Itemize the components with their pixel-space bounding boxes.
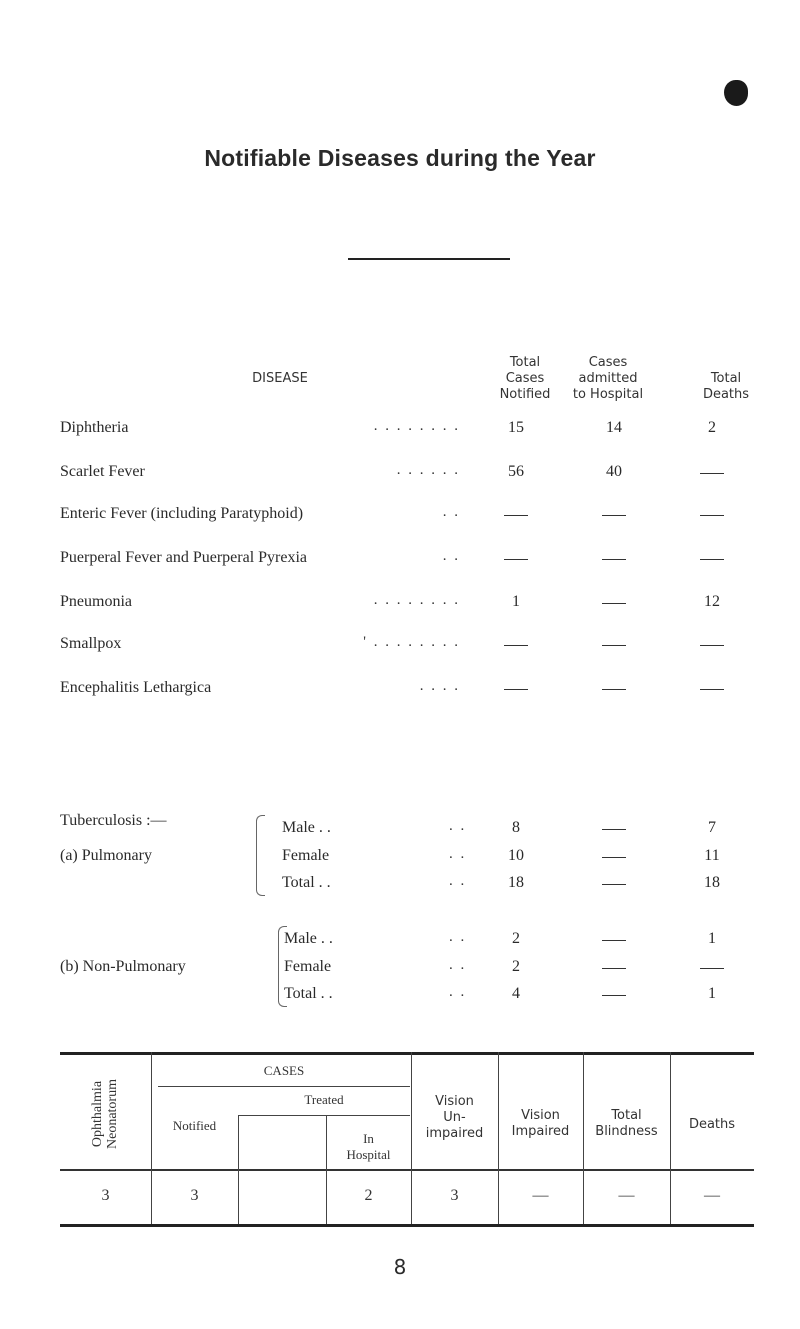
hospital-value: 14 xyxy=(606,419,622,436)
leader-dots: . . xyxy=(442,504,460,520)
header-text: to Hospital xyxy=(572,387,644,402)
leader-dots: . . xyxy=(449,929,467,945)
leader-dots: . . . . xyxy=(419,678,460,694)
deaths-value: — xyxy=(704,1187,720,1204)
hospital-value-dash xyxy=(602,968,626,969)
table-top-rule xyxy=(60,1052,754,1055)
notified-value: 10 xyxy=(508,847,524,864)
deaths-value: 1 xyxy=(708,985,716,1002)
header-admitted-hospital xyxy=(553,355,663,403)
unimpaired-value: 3 xyxy=(450,1187,459,1204)
in-hospital-header xyxy=(326,1131,411,1163)
leader-dots: . . xyxy=(449,984,467,1000)
notified-value-dash xyxy=(504,689,528,690)
hospital-value-dash xyxy=(602,689,626,690)
leader-dots: . . . . . . . . xyxy=(373,592,460,608)
leader-dots: . . xyxy=(449,957,467,973)
hospital-value-dash xyxy=(602,995,626,996)
notified-value-dash xyxy=(504,559,528,560)
blindness-value: — xyxy=(618,1187,635,1204)
header-total-deaths xyxy=(676,371,776,403)
ophthalmia-value: 3 xyxy=(101,1187,110,1204)
hospital-value-dash xyxy=(602,603,626,604)
cases-header: CASES xyxy=(263,1063,305,1078)
header-text: Total xyxy=(611,1108,642,1123)
notified-value: 2 xyxy=(512,958,520,975)
in-hospital-value: 2 xyxy=(364,1187,373,1204)
header-text: Cases xyxy=(588,355,628,370)
vision-impaired-header xyxy=(498,1108,583,1140)
notified-value: 18 xyxy=(508,874,524,891)
sex-label: Male . . xyxy=(284,930,333,947)
notified-value: 15 xyxy=(508,419,524,436)
ink-blot xyxy=(724,80,748,106)
sex-label: Female xyxy=(282,847,330,864)
page-title: Notifiable Diseases during the Year xyxy=(204,145,596,171)
header-text: Impaired xyxy=(511,1124,570,1139)
sex-label: Female xyxy=(284,958,332,975)
leader-dots: . . xyxy=(449,818,467,834)
disease-name: Enteric Fever (including Paratyphoid) xyxy=(60,505,304,522)
deaths-value: 11 xyxy=(704,847,720,864)
header-text: Blindness xyxy=(595,1124,658,1139)
ophthalmia-label: Ophthalmia Neonatorum xyxy=(90,1079,120,1149)
leader-dots: . . xyxy=(449,846,467,862)
notified-value: 3 xyxy=(190,1187,199,1204)
disease-name: Encephalitis Lethargica xyxy=(60,679,212,696)
impaired-value: — xyxy=(532,1187,549,1204)
notified-value: 1 xyxy=(512,593,520,610)
header-text: admitted xyxy=(578,371,638,386)
notified-header: Notified xyxy=(172,1118,217,1133)
disease-name: Puerperal Fever and Puerperal Pyrexia xyxy=(60,549,308,566)
hospital-value-dash xyxy=(602,645,626,646)
deaths-value: 12 xyxy=(704,593,720,610)
disease-name: Scarlet Fever xyxy=(60,463,145,480)
total-blindness-header xyxy=(583,1108,670,1140)
notified-value: 56 xyxy=(508,463,524,480)
table-bottom-rule xyxy=(60,1224,754,1227)
leader-dots: . . . . . . xyxy=(396,462,460,478)
disease-name: Diphtheria xyxy=(60,419,129,436)
group-label: (a) Pulmonary xyxy=(60,847,152,864)
leader-dots: ' . . . . . . . . xyxy=(363,634,460,650)
header-text: Total xyxy=(509,355,541,370)
notified-value: 8 xyxy=(512,819,520,836)
sex-label: Total . . xyxy=(282,874,331,891)
notified-value: 4 xyxy=(512,985,520,1002)
group-label: (b) Non-Pulmonary xyxy=(60,958,186,975)
hospital-value-dash xyxy=(602,515,626,516)
table-rule xyxy=(238,1115,410,1116)
table-rule xyxy=(158,1086,410,1087)
hospital-value-dash xyxy=(602,857,626,858)
tuberculosis-heading: Tuberculosis :— xyxy=(60,812,167,829)
deaths-value: 18 xyxy=(704,874,720,891)
header-text: In xyxy=(363,1131,374,1146)
deaths-header: Deaths xyxy=(688,1117,736,1132)
notified-value: 2 xyxy=(512,930,520,947)
header-text: Cases xyxy=(505,371,545,386)
hospital-value-dash xyxy=(602,559,626,560)
deaths-value-dash xyxy=(700,473,724,474)
deaths-value: 1 xyxy=(708,930,716,947)
leader-dots: . . . . . . . . xyxy=(373,418,460,434)
hospital-value-dash xyxy=(602,884,626,885)
header-text: Hospital xyxy=(346,1147,391,1162)
notified-value-dash xyxy=(504,515,528,516)
vision-unimpaired-header xyxy=(411,1094,498,1142)
header-text: Vision xyxy=(521,1108,560,1123)
header-text: impaired xyxy=(425,1126,484,1141)
sex-label: Total . . xyxy=(284,985,333,1002)
header-text: Total xyxy=(710,371,742,386)
leader-dots: . . xyxy=(442,548,460,564)
disease-name: Smallpox xyxy=(60,635,122,652)
header-text: Deaths xyxy=(702,387,750,402)
deaths-value-dash xyxy=(700,689,724,690)
title-rule xyxy=(348,258,510,260)
hospital-value: 40 xyxy=(606,463,622,480)
deaths-value-dash xyxy=(700,515,724,516)
brace xyxy=(256,815,265,896)
header-text: Notified xyxy=(499,387,551,402)
deaths-value-dash xyxy=(700,559,724,560)
leader-dots: . . xyxy=(449,873,467,889)
table-divider xyxy=(238,1115,239,1224)
deaths-value: 2 xyxy=(708,419,716,436)
deaths-value-dash xyxy=(700,645,724,646)
disease-name: Pneumonia xyxy=(60,593,132,610)
hospital-value-dash xyxy=(602,940,626,941)
header-text: Un- xyxy=(443,1110,466,1125)
deaths-value: 7 xyxy=(708,819,716,836)
page-number: 8 xyxy=(393,1255,407,1279)
header-text: Vision xyxy=(435,1094,474,1109)
hospital-value-dash xyxy=(602,829,626,830)
table-mid-rule xyxy=(60,1169,754,1171)
treated-header: Treated xyxy=(304,1092,344,1107)
deaths-value-dash xyxy=(700,968,724,969)
header-disease: DISEASE xyxy=(252,371,308,386)
sex-label: Male . . xyxy=(282,819,331,836)
notified-value-dash xyxy=(504,645,528,646)
